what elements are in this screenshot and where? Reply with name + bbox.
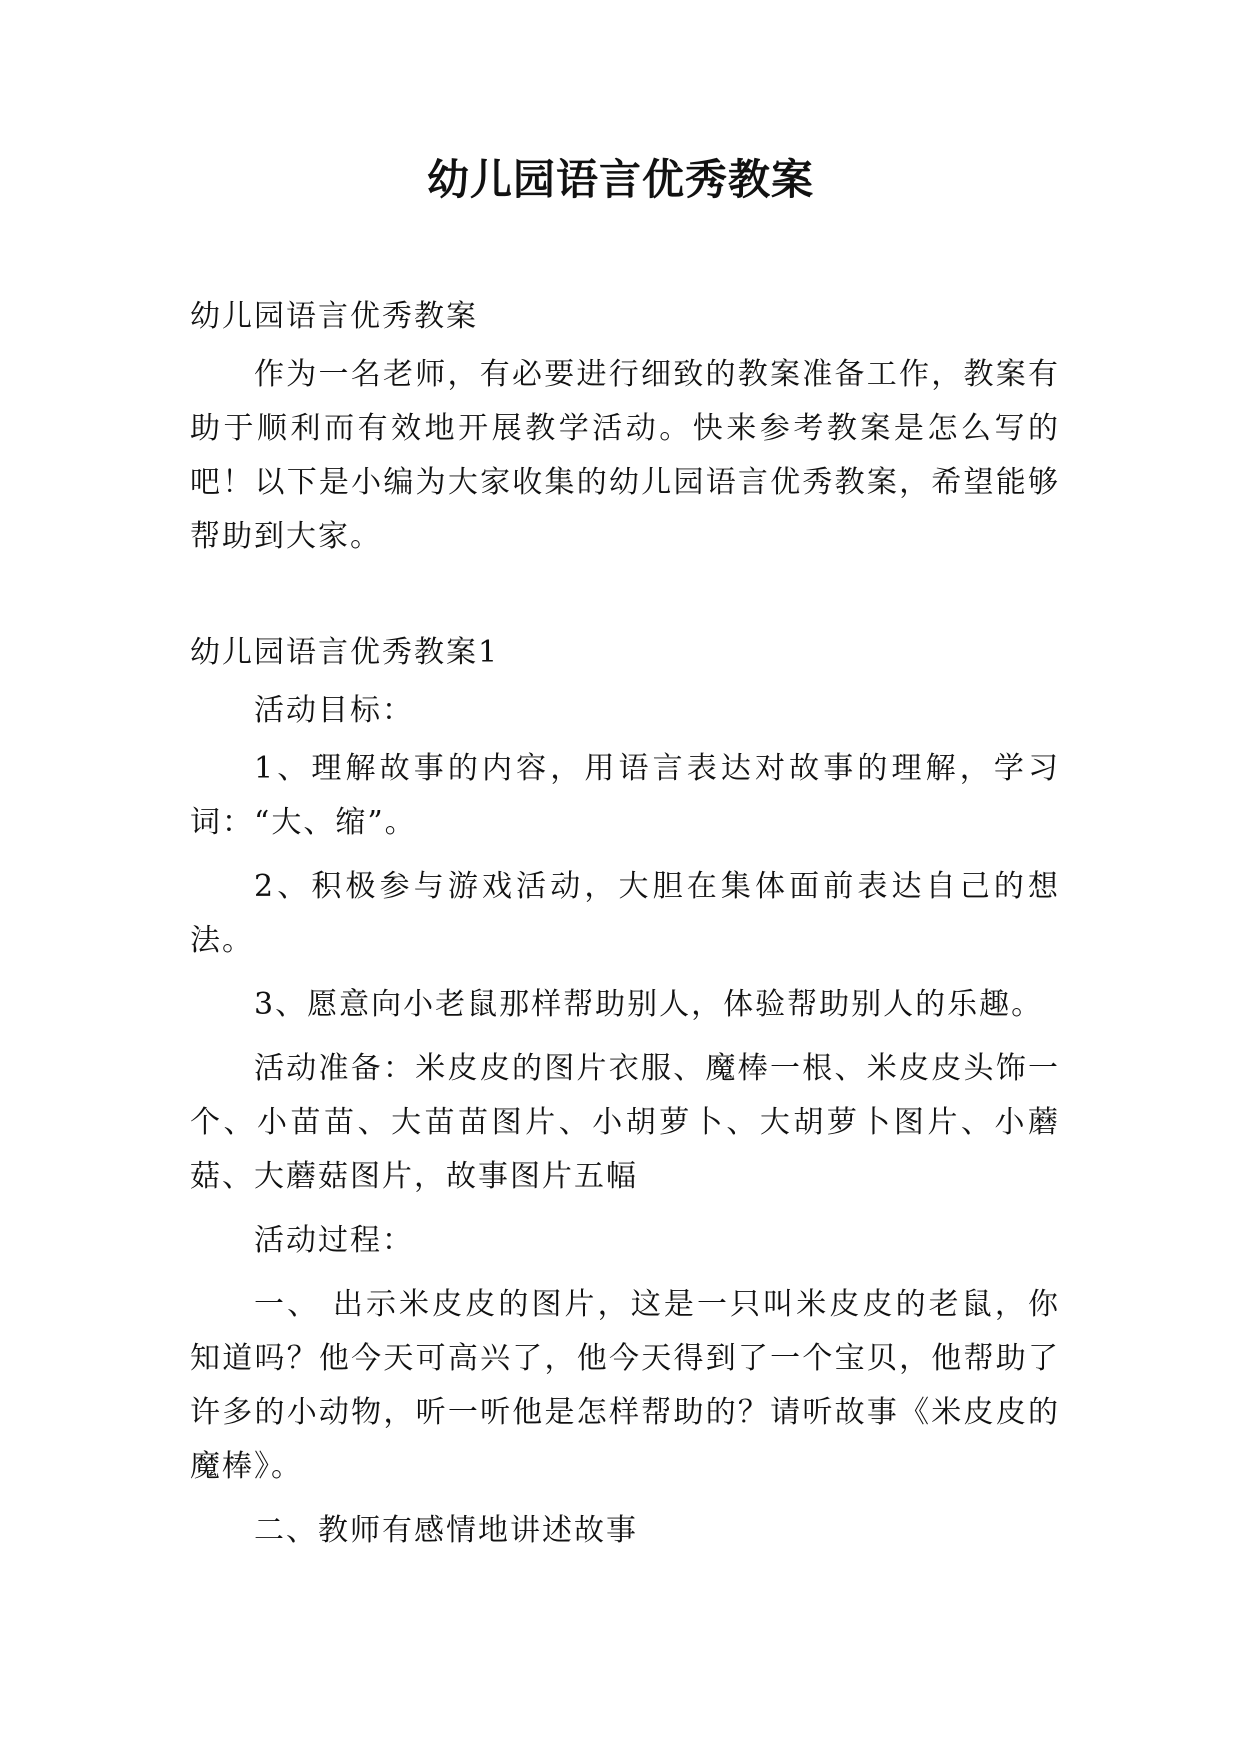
document-body [190,290,1060,1558]
goal-item: 2、积极参与游戏活动，大胆在集体面前表达自己的想法。 [190,869,1060,958]
goals-label: 活动目标： [254,693,414,728]
section-heading: 幼儿园语言优秀教案1 [190,635,500,670]
intro-paragraph: 作为一名老师，有必要进行细致的教案准备工作，教案有助于顺利而有效地开展教学活动。快来参考教案是怎么写的吧！以下是小编为大家收集的幼儿园语言优秀教案，希望能够帮助到大家。 [190,357,1060,554]
goal-item: 3、愿意向小老鼠那样帮助别人，体验帮助别人的乐趣。 [254,987,1044,1022]
document-subtitle: 幼儿园语言优秀教案 [190,299,478,334]
process-label: 活动过程： [254,1223,414,1258]
goal-item: 1、理解故事的内容，用语言表达对故事的理解，学习词：“大、缩”。 [190,751,1060,840]
process-step: 一、 出示米皮皮的图片，这是一只叫米皮皮的老鼠，你知道吗？他今天可高兴了，他今天得到了一个宝贝，他帮助了许多的小动物，听一听他是怎样帮助的？请听故事《米皮皮的魔棒》。 [190,1287,1060,1484]
preparation-paragraph: 活动准备：米皮皮的图片衣服、魔棒一根、米皮皮头饰一个、小苗苗、大苗苗图片、小胡萝卜、大胡萝卜图片、小蘑菇、大蘑菇图片，故事图片五幅 [190,1051,1060,1194]
process-step: 二、教师有感情地讲述故事 [254,1513,638,1548]
document-title: 幼儿园语言优秀教案 [426,155,814,204]
